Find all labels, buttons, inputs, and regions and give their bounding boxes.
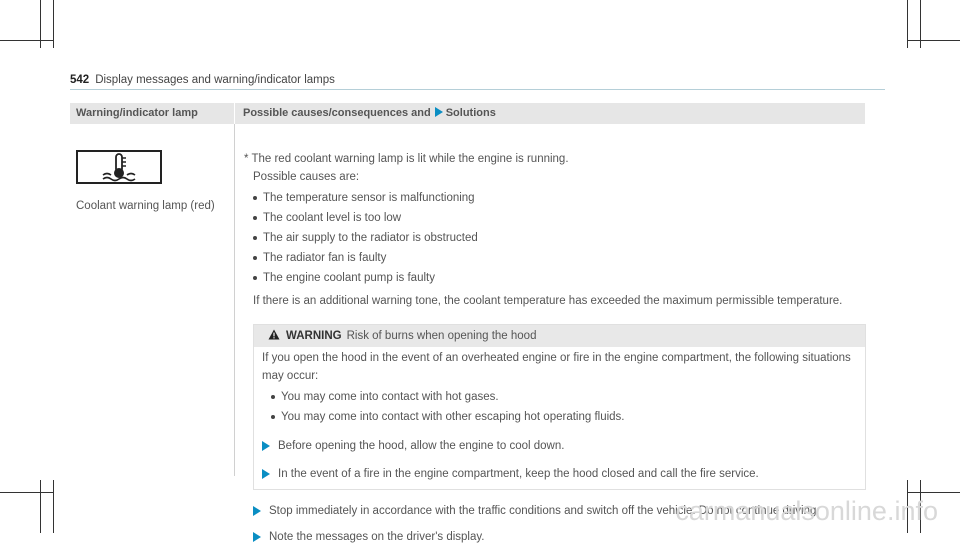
list-item: The coolant level is too low <box>244 208 864 228</box>
step-text: Stop immediately in accordance with the traffic conditions and switch off the vehicle. Do not continue driving. <box>269 505 820 517</box>
warning-body <box>254 347 865 489</box>
list-item: The air supply to the radiator is obstructed <box>244 228 864 248</box>
warning-list <box>262 387 857 427</box>
crop-mark <box>0 40 53 41</box>
crop-mark <box>53 480 54 533</box>
lamp-label: Coolant warning lamp (red) <box>76 200 215 212</box>
header-solutions-label: Solutions <box>445 107 496 119</box>
crop-mark <box>907 40 960 41</box>
warning-triangle-icon <box>268 329 280 340</box>
list-item: You may come into contact with other escaping hot operating fluids. <box>262 407 857 427</box>
crop-mark <box>0 492 53 493</box>
arrow-right-icon <box>262 469 270 479</box>
coolant-temperature-icon <box>76 150 162 184</box>
warning-box <box>253 324 866 490</box>
step-text: Note the messages on the driver's display. <box>269 531 485 543</box>
arrow-right-icon <box>253 532 261 542</box>
intro-text: * The red coolant warning lamp is lit while the engine is running. <box>244 153 569 165</box>
list-item: You may come into contact with hot gases. <box>262 387 857 407</box>
arrow-right-icon <box>253 506 261 516</box>
list-item: The temperature sensor is malfunctioning <box>244 188 864 208</box>
watermark: carmanualsonline.info <box>675 496 938 526</box>
step-text: Before opening the hood, allow the engine to cool down. <box>278 440 565 452</box>
crop-mark <box>53 0 54 48</box>
additional-tone-text: If there is an additional warning tone, the coolant temperature has exceeded the maximum permissible temperature. <box>253 295 843 307</box>
warning-text: If you open the hood in the event of an overheated engine or fire in the engine compartment, the following situations may occur: <box>262 352 851 382</box>
section-title: Display messages and warning/indicator lamps <box>95 74 335 86</box>
arrow-right-icon <box>435 107 443 117</box>
warning-step <box>262 465 857 483</box>
list-item: The engine coolant pump is faulty <box>244 268 864 288</box>
causes-label: Possible causes are: <box>253 171 360 183</box>
list-item: The radiator fan is faulty <box>244 248 864 268</box>
causes-list <box>244 188 864 288</box>
warning-title: Risk of burns when opening the hood <box>346 330 537 342</box>
warning-label: WARNING <box>286 330 342 342</box>
page-header <box>70 74 335 86</box>
page-number: 542 <box>70 74 90 86</box>
column-divider <box>234 124 235 476</box>
crop-mark <box>907 492 960 493</box>
header-causes-label: Possible causes/consequences and <box>243 107 431 119</box>
warning-step <box>262 437 857 455</box>
causes-solutions-cell <box>244 150 864 546</box>
header-rule <box>70 89 885 90</box>
arrow-right-icon <box>262 441 270 451</box>
warning-header <box>254 325 865 347</box>
table-header-row <box>70 103 865 124</box>
step-text: In the event of a fire in the engine compartment, keep the hood closed and call the fire service. <box>278 468 759 480</box>
crop-mark <box>40 480 41 533</box>
header-lamp: Warning/indicator lamp <box>76 107 198 119</box>
solution-step <box>253 528 864 546</box>
header-causes <box>234 103 865 124</box>
